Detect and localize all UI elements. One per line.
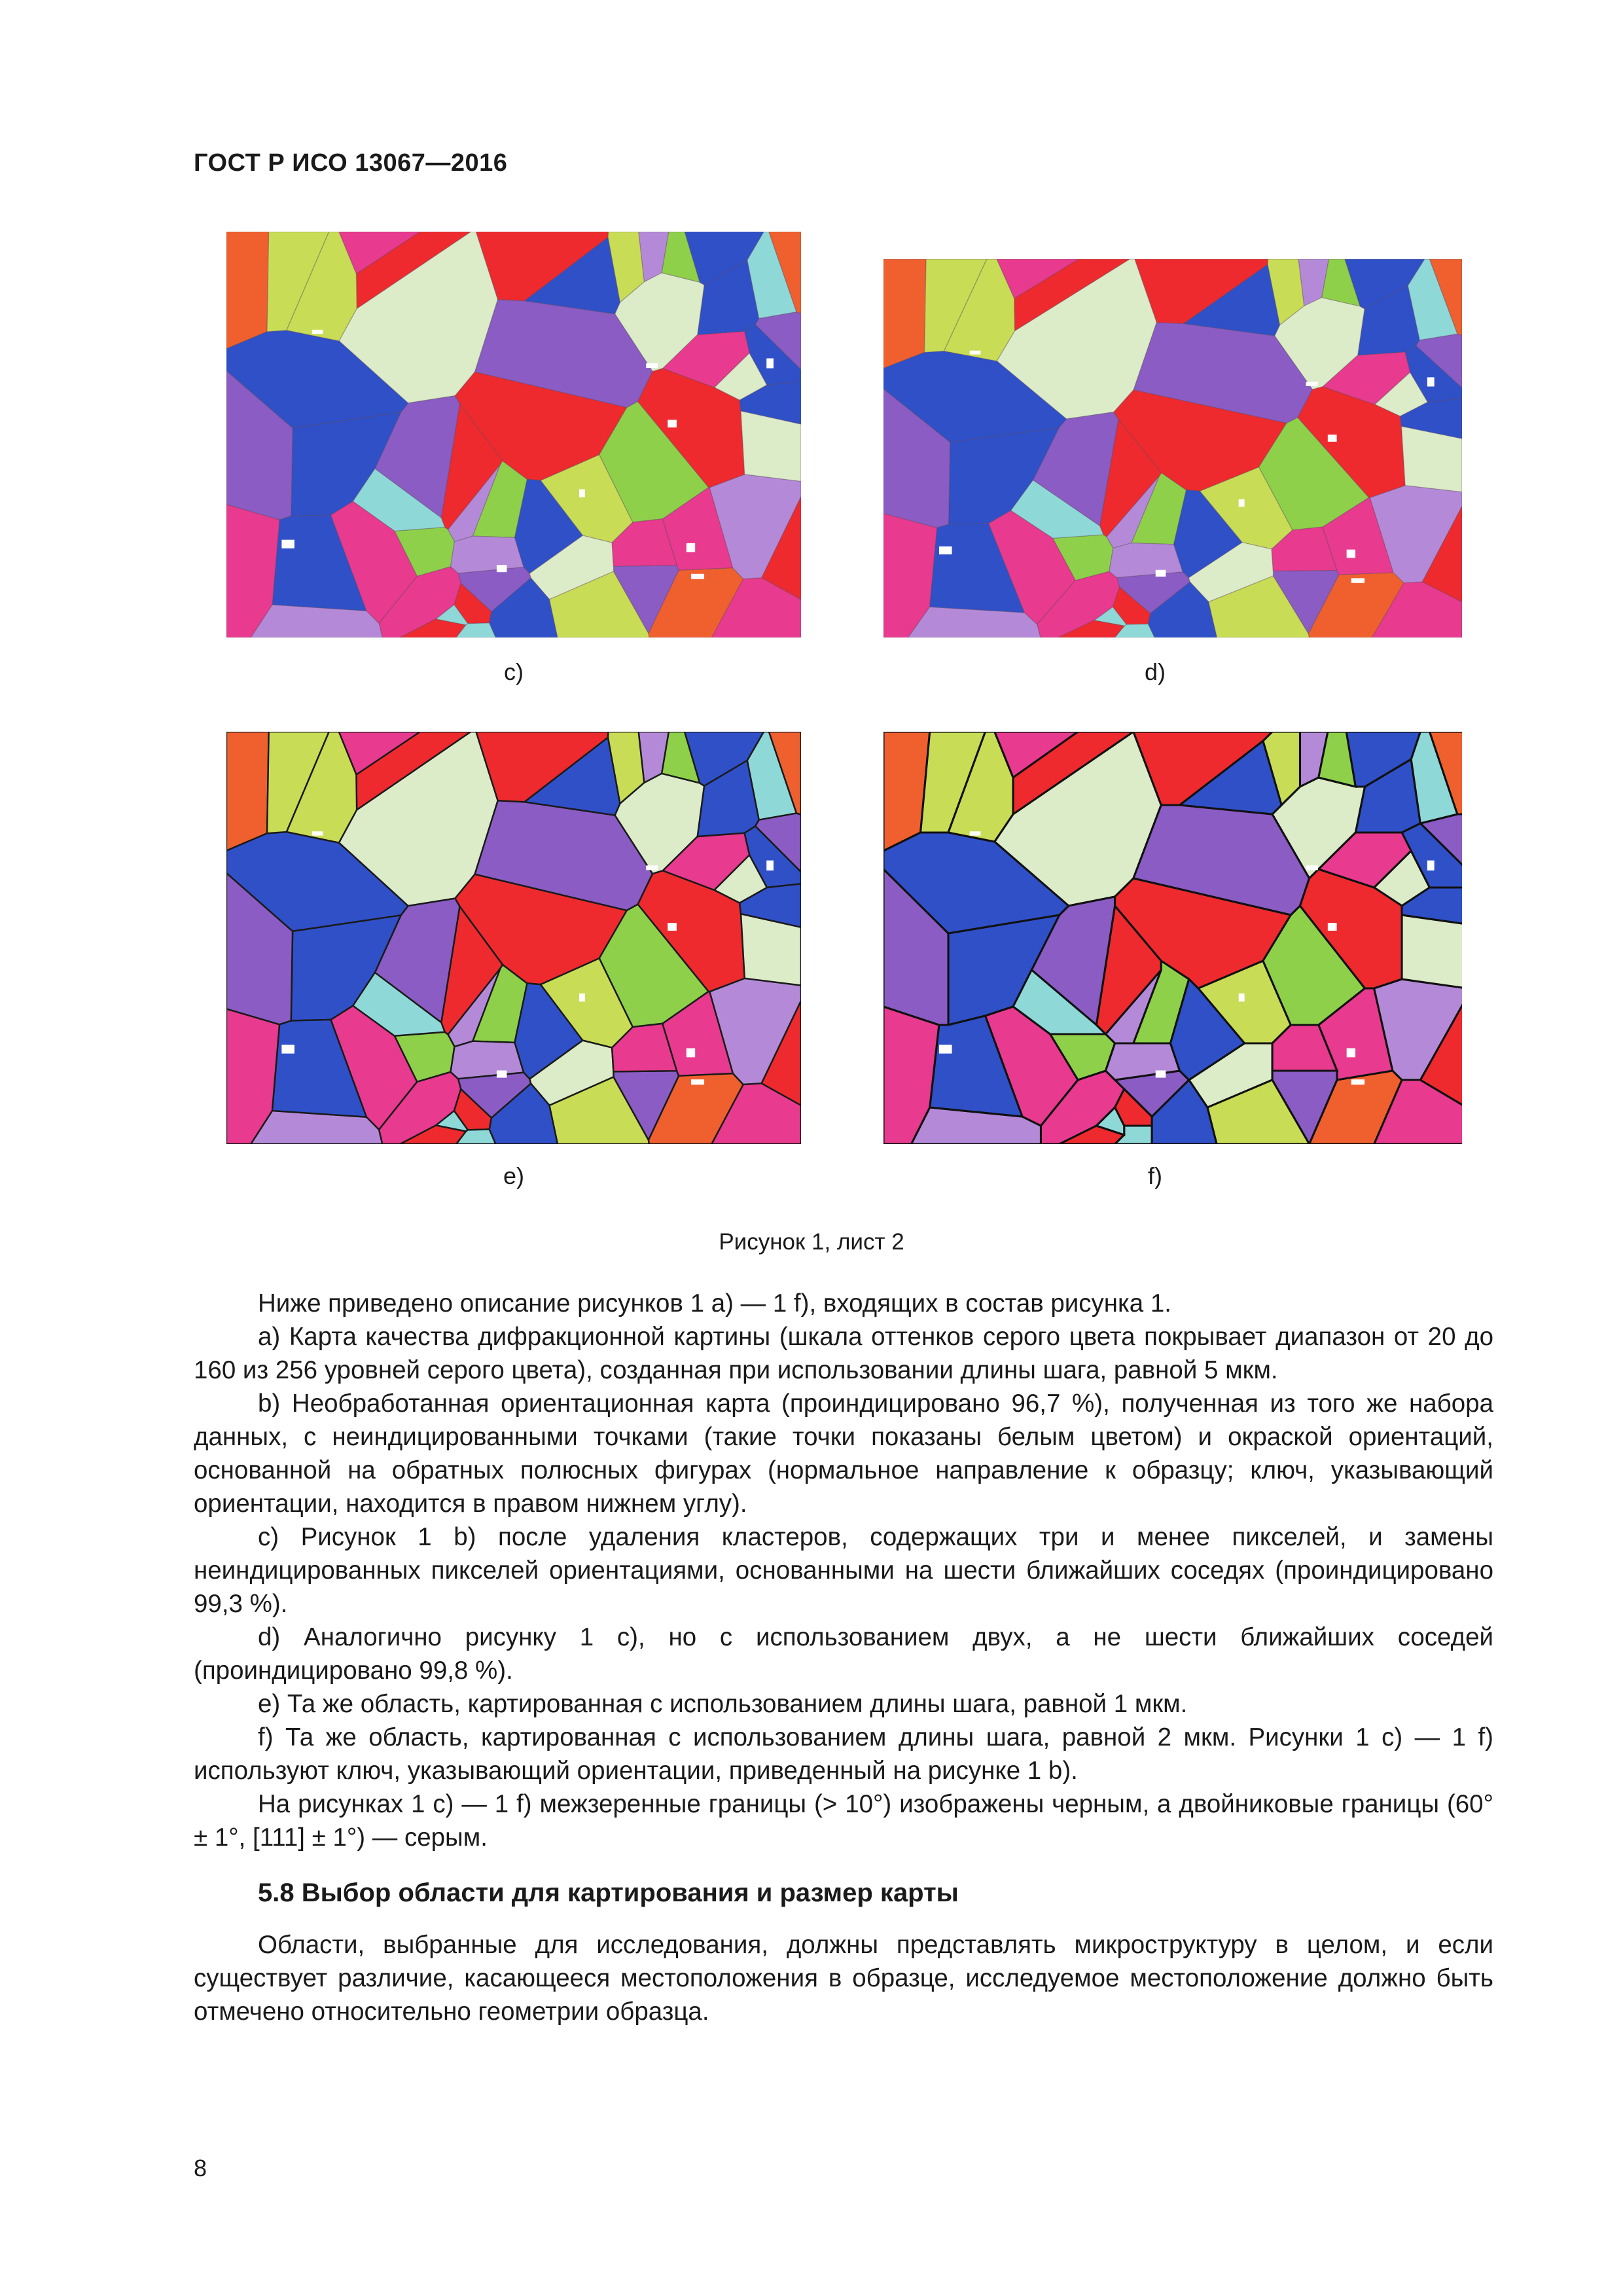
unindexed-point: [939, 547, 952, 554]
paragraph: d) Аналогично рисунку 1 с), но с использованием двух, а не шести ближайших соседей (проиндицировано 99,8 %).: [194, 1623, 1493, 1685]
paragraph: f) Та же область, картированная с использованием длины шага, равной 2 мкм. Рисунки 1 с) — 1 f) используют ключ, указывающий ориентации, приведенный на рисунке 1 b).: [194, 1723, 1493, 1785]
unindexed-point: [691, 574, 704, 579]
unindexed-point: [646, 363, 658, 368]
unindexed-point: [579, 994, 585, 1001]
grain: [451, 1041, 524, 1079]
unindexed-point: [312, 330, 323, 334]
grain: [883, 259, 926, 368]
grain-mosaic: [226, 232, 801, 637]
section-text: [194, 1928, 1493, 2028]
unindexed-point: [497, 565, 507, 572]
unindexed-point: [1351, 578, 1364, 583]
orientation-map-d: [883, 259, 1462, 637]
unindexed-point: [1239, 499, 1245, 507]
unindexed-point: [939, 1045, 952, 1053]
unindexed-point: [1239, 994, 1245, 1001]
unindexed-point: [1427, 861, 1435, 870]
grain-mosaic: [883, 732, 1462, 1144]
unindexed-point: [579, 490, 585, 497]
unindexed-point: [1306, 865, 1318, 870]
unindexed-point: [970, 831, 981, 835]
unindexed-point: [1156, 1070, 1166, 1077]
grain: [451, 536, 524, 573]
orientation-map-c: [226, 232, 801, 637]
section-heading: 5.8 Выбор области для картирования и размер карты: [258, 1878, 959, 1907]
figure-label-e: e): [503, 1162, 524, 1189]
description-text: [194, 1287, 1493, 1854]
unindexed-point: [1328, 923, 1337, 931]
figure-label-f: f): [1148, 1162, 1162, 1189]
unindexed-point: [766, 358, 774, 368]
figure-caption: Рисунок 1, лист 2: [719, 1229, 904, 1255]
unindexed-point: [687, 1049, 695, 1058]
orientation-map-f: [883, 732, 1462, 1144]
grain: [1109, 543, 1183, 578]
paragraph: Ниже приведено описание рисунков 1 а) — 1 f), входящих в состав рисунка 1.: [258, 1289, 1171, 1318]
unindexed-point: [668, 923, 677, 931]
unindexed-point: [766, 861, 774, 870]
paragraph: b) Необработанная ориентационная карта (проиндицировано 96,7 %), полученная из того же набора данных, с неиндицированными точками (такие точки показаны белым цветом) и окраской ориентаций, основанной на обратных полюсных фигурах (нормальное направление к образцу; ключ, указывающий ориентации, находится в правом нижнем углу).: [194, 1390, 1493, 1518]
unindexed-point: [970, 351, 981, 355]
paragraph: На рисунках 1 с) — 1 f) межзеренные границы (> 10°) изображены черным, а двойниковые границы (60° ± 1°, [111] ± 1°) — серым.: [194, 1790, 1493, 1852]
orientation-map-e: [226, 732, 801, 1144]
document-header: ГОСТ Р ИСО 13067—2016: [194, 149, 508, 177]
page-number: 8: [194, 2155, 207, 2181]
paragraph: е) Та же область, картированная с использованием длины шага, равной 1 мкм.: [258, 1690, 1188, 1718]
grain-mosaic: [226, 732, 801, 1144]
unindexed-point: [668, 420, 677, 427]
unindexed-point: [1306, 382, 1318, 386]
unindexed-point: [1328, 435, 1337, 442]
grain: [1402, 915, 1462, 988]
unindexed-point: [646, 865, 658, 870]
unindexed-point: [281, 540, 294, 548]
unindexed-point: [1351, 1079, 1364, 1085]
paragraph: Области, выбранные для исследования, должны представлять микроструктуру в целом, и если существует различие, касающееся местоположения в образце, исследуемое местоположение должно быть отмечено относительно геометрии образца.: [194, 1931, 1493, 2026]
unindexed-point: [497, 1070, 507, 1077]
unindexed-point: [1156, 570, 1166, 577]
grain: [226, 232, 269, 349]
unindexed-point: [687, 543, 695, 552]
unindexed-point: [691, 1079, 704, 1085]
figure-label-c: c): [504, 658, 524, 685]
unindexed-point: [1347, 1049, 1355, 1058]
grain: [226, 732, 269, 851]
figure-label-d: d): [1144, 658, 1166, 685]
unindexed-point: [312, 831, 323, 835]
grain-mosaic: [883, 259, 1462, 637]
paragraph: а) Карта качества дифракционной картины (шкала оттенков серого цвета покрывает диапазон от 20 до 160 из 256 уровней серого цвета), созданная при использовании длины шага, равной 5 мкм.: [194, 1323, 1493, 1384]
unindexed-point: [1347, 550, 1355, 558]
paragraph: с) Рисунок 1 b) после удаления кластеров, содержащих три и менее пикселей, и замены неиндицированных пикселей ориентациями, основанными на шести ближайших соседях (проиндицировано 99,3 %).: [194, 1523, 1493, 1618]
unindexed-point: [281, 1045, 294, 1053]
unindexed-point: [1427, 377, 1435, 386]
